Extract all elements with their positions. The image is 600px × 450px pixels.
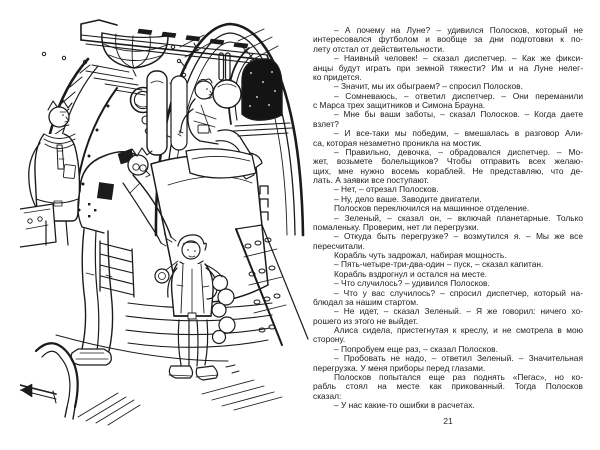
text-line: – Попробуем еще раз, – сказал Полосков. — [334, 343, 498, 354]
text-line: – Пять-четыре-три-два-один – пуск, – сказал капитан. — [334, 259, 544, 270]
text-line: щих, мне нужно восемь кораблей. Не представляю, что де- — [313, 165, 583, 176]
text-line: – Сомневаюсь, – ответил диспетчер. – Они переманили — [334, 90, 583, 101]
text-line: Полосков переключился на машинное отделение. — [334, 203, 530, 214]
text-line: – Нет, – отрезал Полосков. — [334, 184, 439, 195]
shadow-hatching — [78, 380, 282, 425]
navigation-dome — [102, 33, 168, 76]
page-text — [313, 26, 583, 410]
text-line: лать. А заявки все поступают. — [313, 175, 429, 185]
text-line: рошего из этого не выйдет. — [313, 315, 418, 326]
text-line: – Правильно, девочка, – обрадовался диспетчер. – Мо- — [334, 146, 583, 157]
text-line: сторону. — [313, 334, 346, 345]
text-line: взлет? — [313, 118, 339, 129]
chair-backs — [147, 71, 187, 155]
text-line: перегрузка. У меня приборы перед глазами. — [313, 362, 486, 373]
text-line: блюдал за нашим стартом. — [313, 296, 419, 307]
text-line: – У нас какие-то ошибки в расчетах. — [334, 400, 475, 410]
text-line: Полосков попытался еще раз поднять «Пегас», но ко- — [334, 371, 583, 382]
text-line: – Мне бы ваши заботы, – сказал Полосков. – Когда даете — [334, 109, 583, 120]
text-line: – И все-таки мы победим, – вмешалась в разговор Али- — [334, 128, 583, 139]
text-line: – Откуда быть перегрузке? – возмутился я. – Мы же все — [334, 231, 583, 242]
text-line: Корабль вздрогнул и остался на месте. — [334, 268, 488, 279]
crewman-figure — [20, 100, 79, 247]
text-line: пересчитали. — [313, 240, 365, 251]
text-line: интересовался футболом и вообще за дни подготовки к по- — [313, 34, 583, 45]
text-line: рабль стоял на месте как прикованный. Тогда Полосков — [313, 381, 583, 392]
text-line: – Что случилось? – удивился Полосков. — [334, 278, 490, 289]
text-line: ко придется. — [313, 71, 362, 82]
left-page — [20, 13, 310, 433]
text-line: – Что у вас случилось? – спросил диспетчер, который на- — [334, 287, 583, 298]
text-line: са, которая незаметно проникла на мостик. — [313, 137, 482, 148]
text-line: Корабль чуть задрожал, набирая мощность. — [334, 250, 507, 260]
text-line: сказал: — [313, 390, 342, 401]
window-ledge — [233, 123, 292, 136]
chair-frame — [20, 343, 78, 419]
text-line: анцы будут играть при земной тяжести? Им и на Луне нелег- — [313, 62, 583, 73]
right-page — [313, 0, 583, 450]
ladder-stripes — [100, 241, 134, 297]
text-line: – Не идет, – сказал Зеленый. – Я же говорил: ничего хо- — [334, 306, 583, 317]
page-number: 21 — [443, 416, 453, 426]
spaceship-bridge-illustration — [20, 13, 310, 433]
text-line: помаленьку. Проверим, нет ли перегрузки. — [313, 221, 479, 232]
text-line: – Наивный человек! – сказал диспетчер. – Как же фикси- — [334, 53, 583, 64]
text-line: лету отстал от действительности. — [313, 43, 445, 54]
text-line: – Зеленый, – сказал он, – включай планетарные. Только — [334, 212, 583, 223]
text-line: Алиса сидела, пристегнутая к креслу, и не смотрела в мою — [334, 325, 583, 335]
text-line: – А почему на Луне? – удивился Полосков, который не — [334, 25, 583, 35]
text-line: – Значит, мы их обыграем? – спросил Полосков. — [334, 81, 523, 92]
text-line: – Ну, дело ваше. Заводите двигатели. — [334, 193, 482, 204]
text-line: с Марса трех защитников и Симона Брауна. — [313, 100, 486, 110]
text-line: – Пробовать не надо, – ответил Зеленый. – Значительная — [334, 353, 583, 364]
text-line: жет, возьмете болельщиков? Чтобы отправить всех желаю- — [313, 156, 583, 167]
